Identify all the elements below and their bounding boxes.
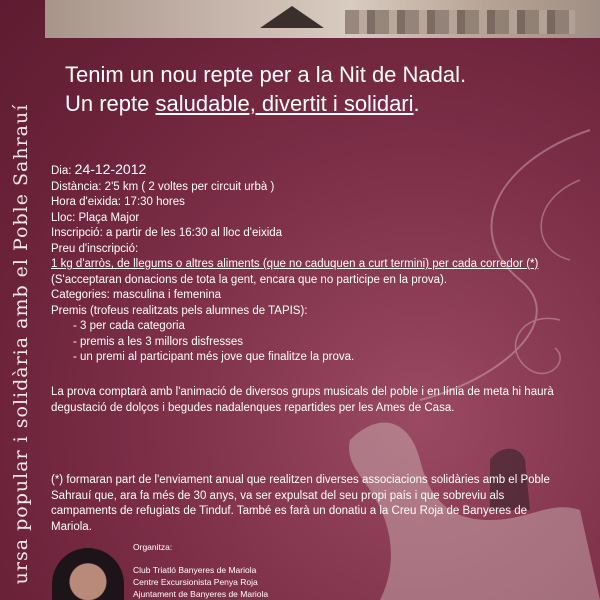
headline-line1: Tenim un nou repte per a la Nit de Nadal.: [65, 62, 467, 87]
date-row: [51, 162, 591, 180]
prize-item: - 3 per cada categoria: [73, 320, 185, 332]
side-banner-text: ursa popular i solidària amb el Poble Sahrauí: [10, 103, 32, 585]
camp-houses-shape: [345, 10, 575, 34]
note-paragraph: (*) formaran part de l'enviament anual que realitzen diverses associacions solidàries amb el Poble Sahrauí que, ara fa més de 30 anys, va ser expulsat del seu propi país i que sobreviu als campaments de refugiats de Tinduf. També es farà un donatiu a la Creu Roja de Banyeres de Mariola.: [51, 474, 550, 533]
donations-row: (S'acceptaran donacions de tota la gent, encara que no participe en la prova).: [51, 273, 448, 286]
price-label: Preu d'inscripció:: [51, 242, 139, 255]
organizer-item: Ajuntament de Banyeres de Mariola: [133, 589, 269, 599]
headline-line2-prefix: Un repte: [65, 91, 156, 116]
organizers: [133, 541, 393, 600]
headline-line2-underlined: saludable, divertit i solidari: [155, 91, 414, 116]
start-time-row: Hora d'eixida: 17:30 hores: [51, 196, 185, 208]
header-desert-photo: [45, 0, 600, 38]
place-row: Lloc: Plaça Major: [51, 211, 140, 224]
price-value: 1 kg d'arròs, de llegums o altres aliments (que no caduquen a curt termini) per cada corredor (*): [51, 258, 539, 270]
registration-row: Inscripció: a partir de les 16:30 al lloc d'eixida: [51, 227, 283, 239]
categories-row: Categories: masculina i femenina: [51, 289, 222, 301]
music-paragraph: La prova comptarà amb l'animació de diversos grups musicals del poble i en línia de meta hi haurà degustació de dolços i begudes nadalenques repartides per les Ames de Casa.: [51, 386, 554, 414]
date-value: 24-12-2012: [74, 161, 147, 177]
prize-item: - premis a les 3 millors disfresses: [73, 335, 243, 348]
headline-line2-suffix: .: [413, 91, 420, 116]
headline: [65, 60, 585, 118]
event-info: [51, 162, 591, 366]
organizer-item: Centre Excursionista Penya Roja: [133, 577, 258, 587]
prize-item: - un premi al participant més jove que finalitze la prova.: [73, 351, 355, 363]
organizers-label: Organitza:: [133, 542, 173, 552]
headline-line2: [65, 89, 585, 118]
portrait-photo: [52, 548, 124, 600]
prizes-label: Premis (trofeus realitzats pels alumnes de TAPIS):: [51, 304, 308, 317]
tent-shape: [260, 6, 324, 28]
date-label: Dia:: [51, 165, 75, 177]
side-banner: [0, 88, 42, 600]
distance-row: Distància: 2'5 km ( 2 voltes per circuit urbà ): [51, 180, 275, 193]
organizer-item: Club Triatló Banyeres de Mariola: [133, 565, 257, 575]
